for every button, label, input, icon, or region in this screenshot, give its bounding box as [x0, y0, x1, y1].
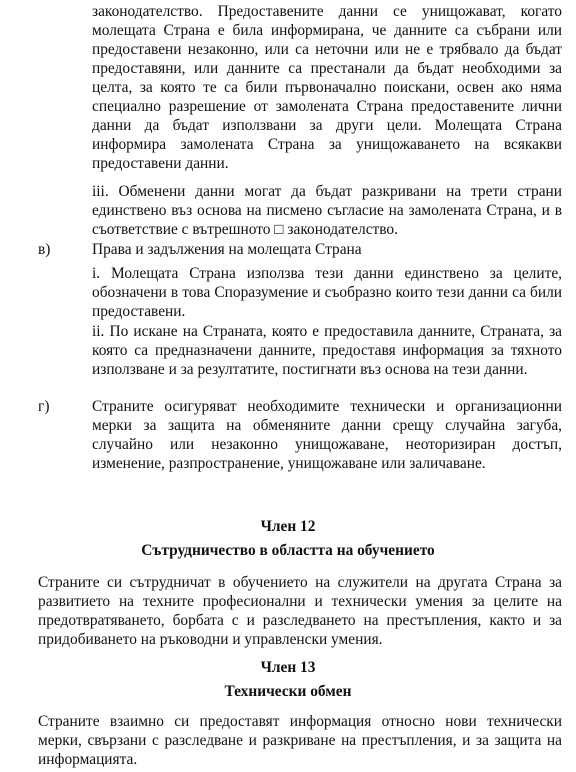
section-v-item-i: i. Молещата Страна използва тези данни единствено за целите, обозначени в това Споразумение и съобразно които тези данни са били предоставени. — [92, 265, 562, 320]
section-v-heading: Права и задължения на молещата Страна — [92, 241, 362, 258]
section-v-item-ii: ii. По искане на Страната, която е предоставила данните, Страната, за която са предназначени данните, предоставя информация за тяхното използване и за резултатите, постигнати въз основа на тези данни. — [92, 323, 562, 378]
article-13-number: Член 13 — [260, 659, 316, 676]
paragraph-data-destruction: законодателство. Предоставените данни се унищожават, когато молещата Страна е била информирана, че данните са събрани или предоставени незаконно, или са неточни или не е трябвало да бъдат предоставяни, или данните са престанали да бъдат необходими за целта, за която те са били първоначално поискани, освен ако няма специално разрешение от замолената Страна предоставените лични данни да бъдат използвани за други цели. Молещата Страна информира замолената Страна за унищожаването на всякакви предоставени данни. — [92, 3, 562, 172]
article-13-title: Технически обмен — [224, 683, 352, 700]
section-v-marker: в) — [38, 241, 51, 258]
article-12-title: Сътрудничество в областта на обучението — [141, 542, 435, 559]
article-12-text: Страните си сътрудничат в обучението на служители на другата Страна за развитието на техните професионални и технически умения за целите на предотвратяването, борбата с и разследването на престъпления, както и за придобиването на ръководни и управленски умения. — [38, 574, 562, 648]
article-13-text: Страните взаимно си предоставят информация относно нови технически мерки, свързани с разследване и разкриване на престъпления, и за защита на информацията. — [38, 713, 562, 768]
article-12-number: Член 12 — [260, 518, 316, 535]
section-g-text: Страните осигуряват необходимите технически и организационни мерки за защита на обменяните данни срещу случайна загуба, случайно или незаконно унищожаване, неоторизиран достъп, изменение, разпространение, унищожаване или заличаване. — [92, 398, 562, 472]
section-g-marker: г) — [38, 398, 50, 415]
paragraph-iii-disclosure: iii. Обменени данни могат да бъдат разкривани на трети страни единствено въз основа на писмено съгласие на замолената Страна, и в съответствие с вътрешното □ законодателство. — [92, 183, 562, 238]
